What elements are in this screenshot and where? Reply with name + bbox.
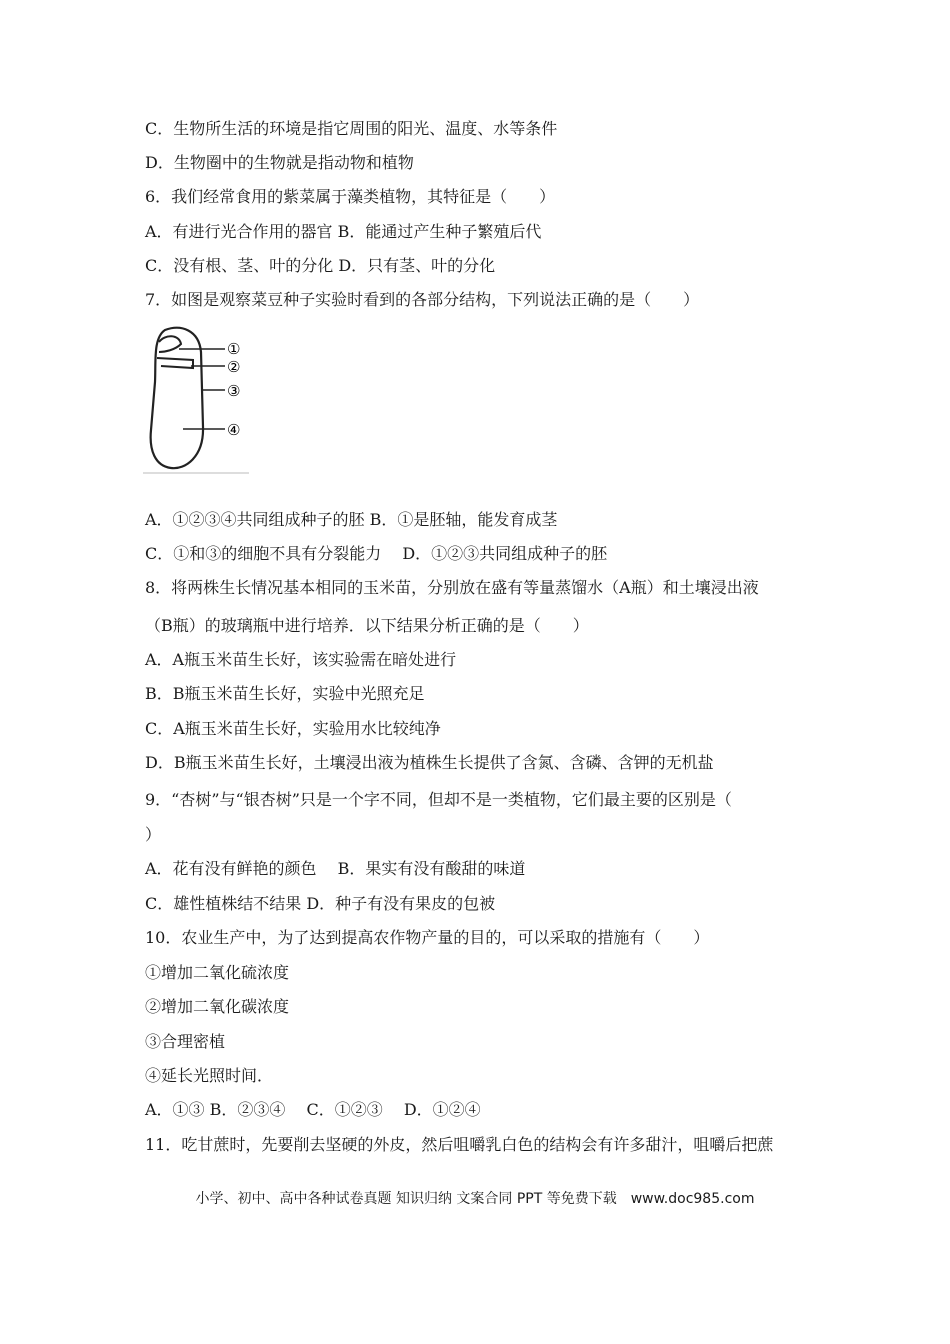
text-line: A．A瓶玉米苗生长好，该实验需在暗处进行 xyxy=(145,650,457,669)
figure-label: ① xyxy=(227,340,241,358)
question-8: 8．将两株生长情况基本相同的玉米苗，分别放在盛有等量蒸馏水（A瓶）和土壤浸出液 xyxy=(145,578,759,597)
text-line: ②增加二氧化碳浓度 xyxy=(145,997,290,1016)
page-footer: 小学、初中、高中各种试卷真题 知识归纳 文案合同 PPT 等免费下载 www.doc985.com xyxy=(195,1191,755,1207)
question-10: 10．农业生产中，为了达到提高农作物产量的目的，可以采取的措施有（ ） xyxy=(145,928,710,947)
text-line: ④延长光照时间． xyxy=(145,1066,274,1085)
question-9: 9．“杏树”与“银杏树”只是一个字不同，但却不是一类植物，它们最主要的区别是（ xyxy=(145,790,732,809)
text-line: D．B瓶玉米苗生长好，土壤浸出液为植株生长提供了含氮、含磷、含钾的无机盐 xyxy=(145,753,714,772)
text-line: C．生物所生活的环境是指它周围的阳光、温度、水等条件 xyxy=(145,119,558,138)
text-line: （B瓶）的玻璃瓶中进行培养．以下结果分析正确的是（ ） xyxy=(145,616,589,635)
text-line: C．没有根、茎、叶的分化 D．只有茎、叶的分化 xyxy=(145,256,496,275)
text-line: B．B瓶玉米苗生长好，实验中光照充足 xyxy=(145,684,425,703)
figure-label: ② xyxy=(227,358,241,376)
bean-seed-figure xyxy=(143,322,251,474)
text-line: ③合理密植 xyxy=(145,1032,226,1051)
text-line: C．A瓶玉米苗生长好，实验用水比较纯净 xyxy=(145,719,441,738)
text-line: C．①和③的细胞不具有分裂能力 D．①②③共同组成种子的胚 xyxy=(145,544,608,563)
text-line: ） xyxy=(145,825,162,844)
text-line: A．花有没有鲜艳的颜色 B．果实有没有酸甜的味道 xyxy=(145,859,526,878)
text-line: D．生物圈中的生物就是指动物和植物 xyxy=(145,153,414,172)
question-7: 7．如图是观察菜豆种子实验时看到的各部分结构，下列说法正确的是（ ） xyxy=(145,290,700,309)
text-line: A．有进行光合作用的器官 B．能通过产生种子繁殖后代 xyxy=(145,222,542,241)
text-line: ①增加二氧化硫浓度 xyxy=(145,963,290,982)
text-line: A．①③ B．②③④ C．①②③ D．①②④ xyxy=(145,1100,481,1119)
text-line: C．雄性植株结不结果 D．种子有没有果皮的包被 xyxy=(145,894,496,913)
question-6: 6．我们经常食用的紫菜属于藻类植物，其特征是（ ） xyxy=(145,187,556,206)
question-11: 11．吃甘蔗时，先要削去坚硬的外皮，然后咀嚼乳白色的结构会有许多甜汁，咀嚼后把蔗 xyxy=(145,1135,774,1154)
figure-label: ④ xyxy=(227,421,241,439)
figure-label: ③ xyxy=(227,382,241,400)
text-line: A．①②③④共同组成种子的胚 B．①是胚轴，能发育成茎 xyxy=(145,510,558,529)
